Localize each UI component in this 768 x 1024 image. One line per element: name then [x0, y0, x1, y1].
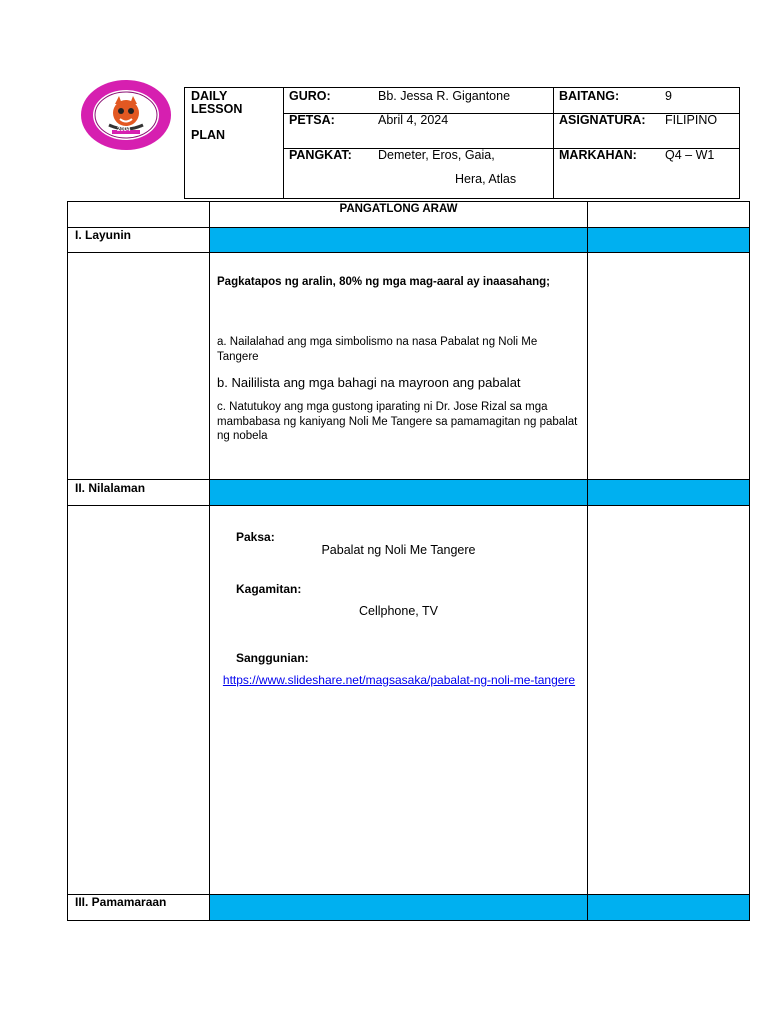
kagamitan-value: Cellphone, TV — [359, 604, 438, 618]
objective-c: c. Natutukoy ang mga gustong iparating ni Dr. Jose Rizal sa mga mambabasa ng kaniyang Noli Me Tangere sa pamamagitan ng pabalat ng nobela — [217, 401, 578, 442]
objective-b: b. Naililista ang mga bahagi na mayroon ang pabalat — [217, 375, 521, 390]
day-header: PANGATLONG ARAW — [339, 203, 458, 215]
paksa-value: Pabalat ng Noli Me Tangere — [321, 543, 476, 557]
asignatura-value: FILIPINO — [665, 113, 718, 127]
sanggunian-link[interactable]: https://www.slideshare.net/magsasaka/pabalat-ng-noli-me-tangere — [222, 673, 576, 687]
school-logo — [79, 78, 173, 152]
asignatura-label: ASIGNATURA: — [559, 113, 646, 127]
pangkat-value-line2: Hera, Atlas — [455, 172, 517, 186]
section-pamamaraan-title: III. Pamamaraan — [75, 895, 167, 909]
lesson-header-table — [184, 87, 740, 199]
baitang-value: 9 — [665, 89, 672, 103]
pangkat-label: PANGKAT: — [289, 148, 352, 162]
objectives-intro: Pagkatapos ng aralin, 80% ng mga mag-aaral ay inaasahang; — [217, 276, 550, 288]
plan-title-line3: PLAN — [191, 128, 226, 142]
baitang-label: BAITANG: — [559, 89, 620, 103]
section-layunin-title: I. Layunin — [75, 228, 132, 242]
section2-accent-bar — [210, 480, 749, 505]
sanggunian-label: Sanggunian: — [236, 651, 309, 665]
section1-accent-bar — [210, 227, 749, 252]
markahan-label: MARKAHAN: — [559, 148, 637, 162]
petsa-value: Abril 4, 2024 — [378, 113, 449, 127]
guro-value: Bb. Jessa R. Gigantone — [378, 89, 511, 103]
pangkat-value-line1: Demeter, Eros, Gaia, — [378, 148, 495, 162]
logo-year: 2004 — [117, 127, 131, 133]
section-nilalaman-title: II. Nilalaman — [75, 481, 146, 495]
plan-title-line2: LESSON — [191, 102, 243, 116]
kagamitan-label: Kagamitan: — [236, 582, 302, 596]
markahan-value: Q4 – W1 — [665, 148, 715, 162]
paksa-label: Paksa: — [236, 530, 275, 544]
plan-title-line1: DAILY — [191, 89, 228, 103]
objective-a: a. Nailalahad ang mga simbolismo na nasa Pabalat ng Noli Me Tangere — [217, 336, 538, 363]
section3-accent-bar — [210, 895, 749, 920]
lesson-body-table — [67, 201, 750, 921]
guro-label: GURO: — [289, 89, 331, 103]
petsa-label: PETSA: — [289, 113, 335, 127]
